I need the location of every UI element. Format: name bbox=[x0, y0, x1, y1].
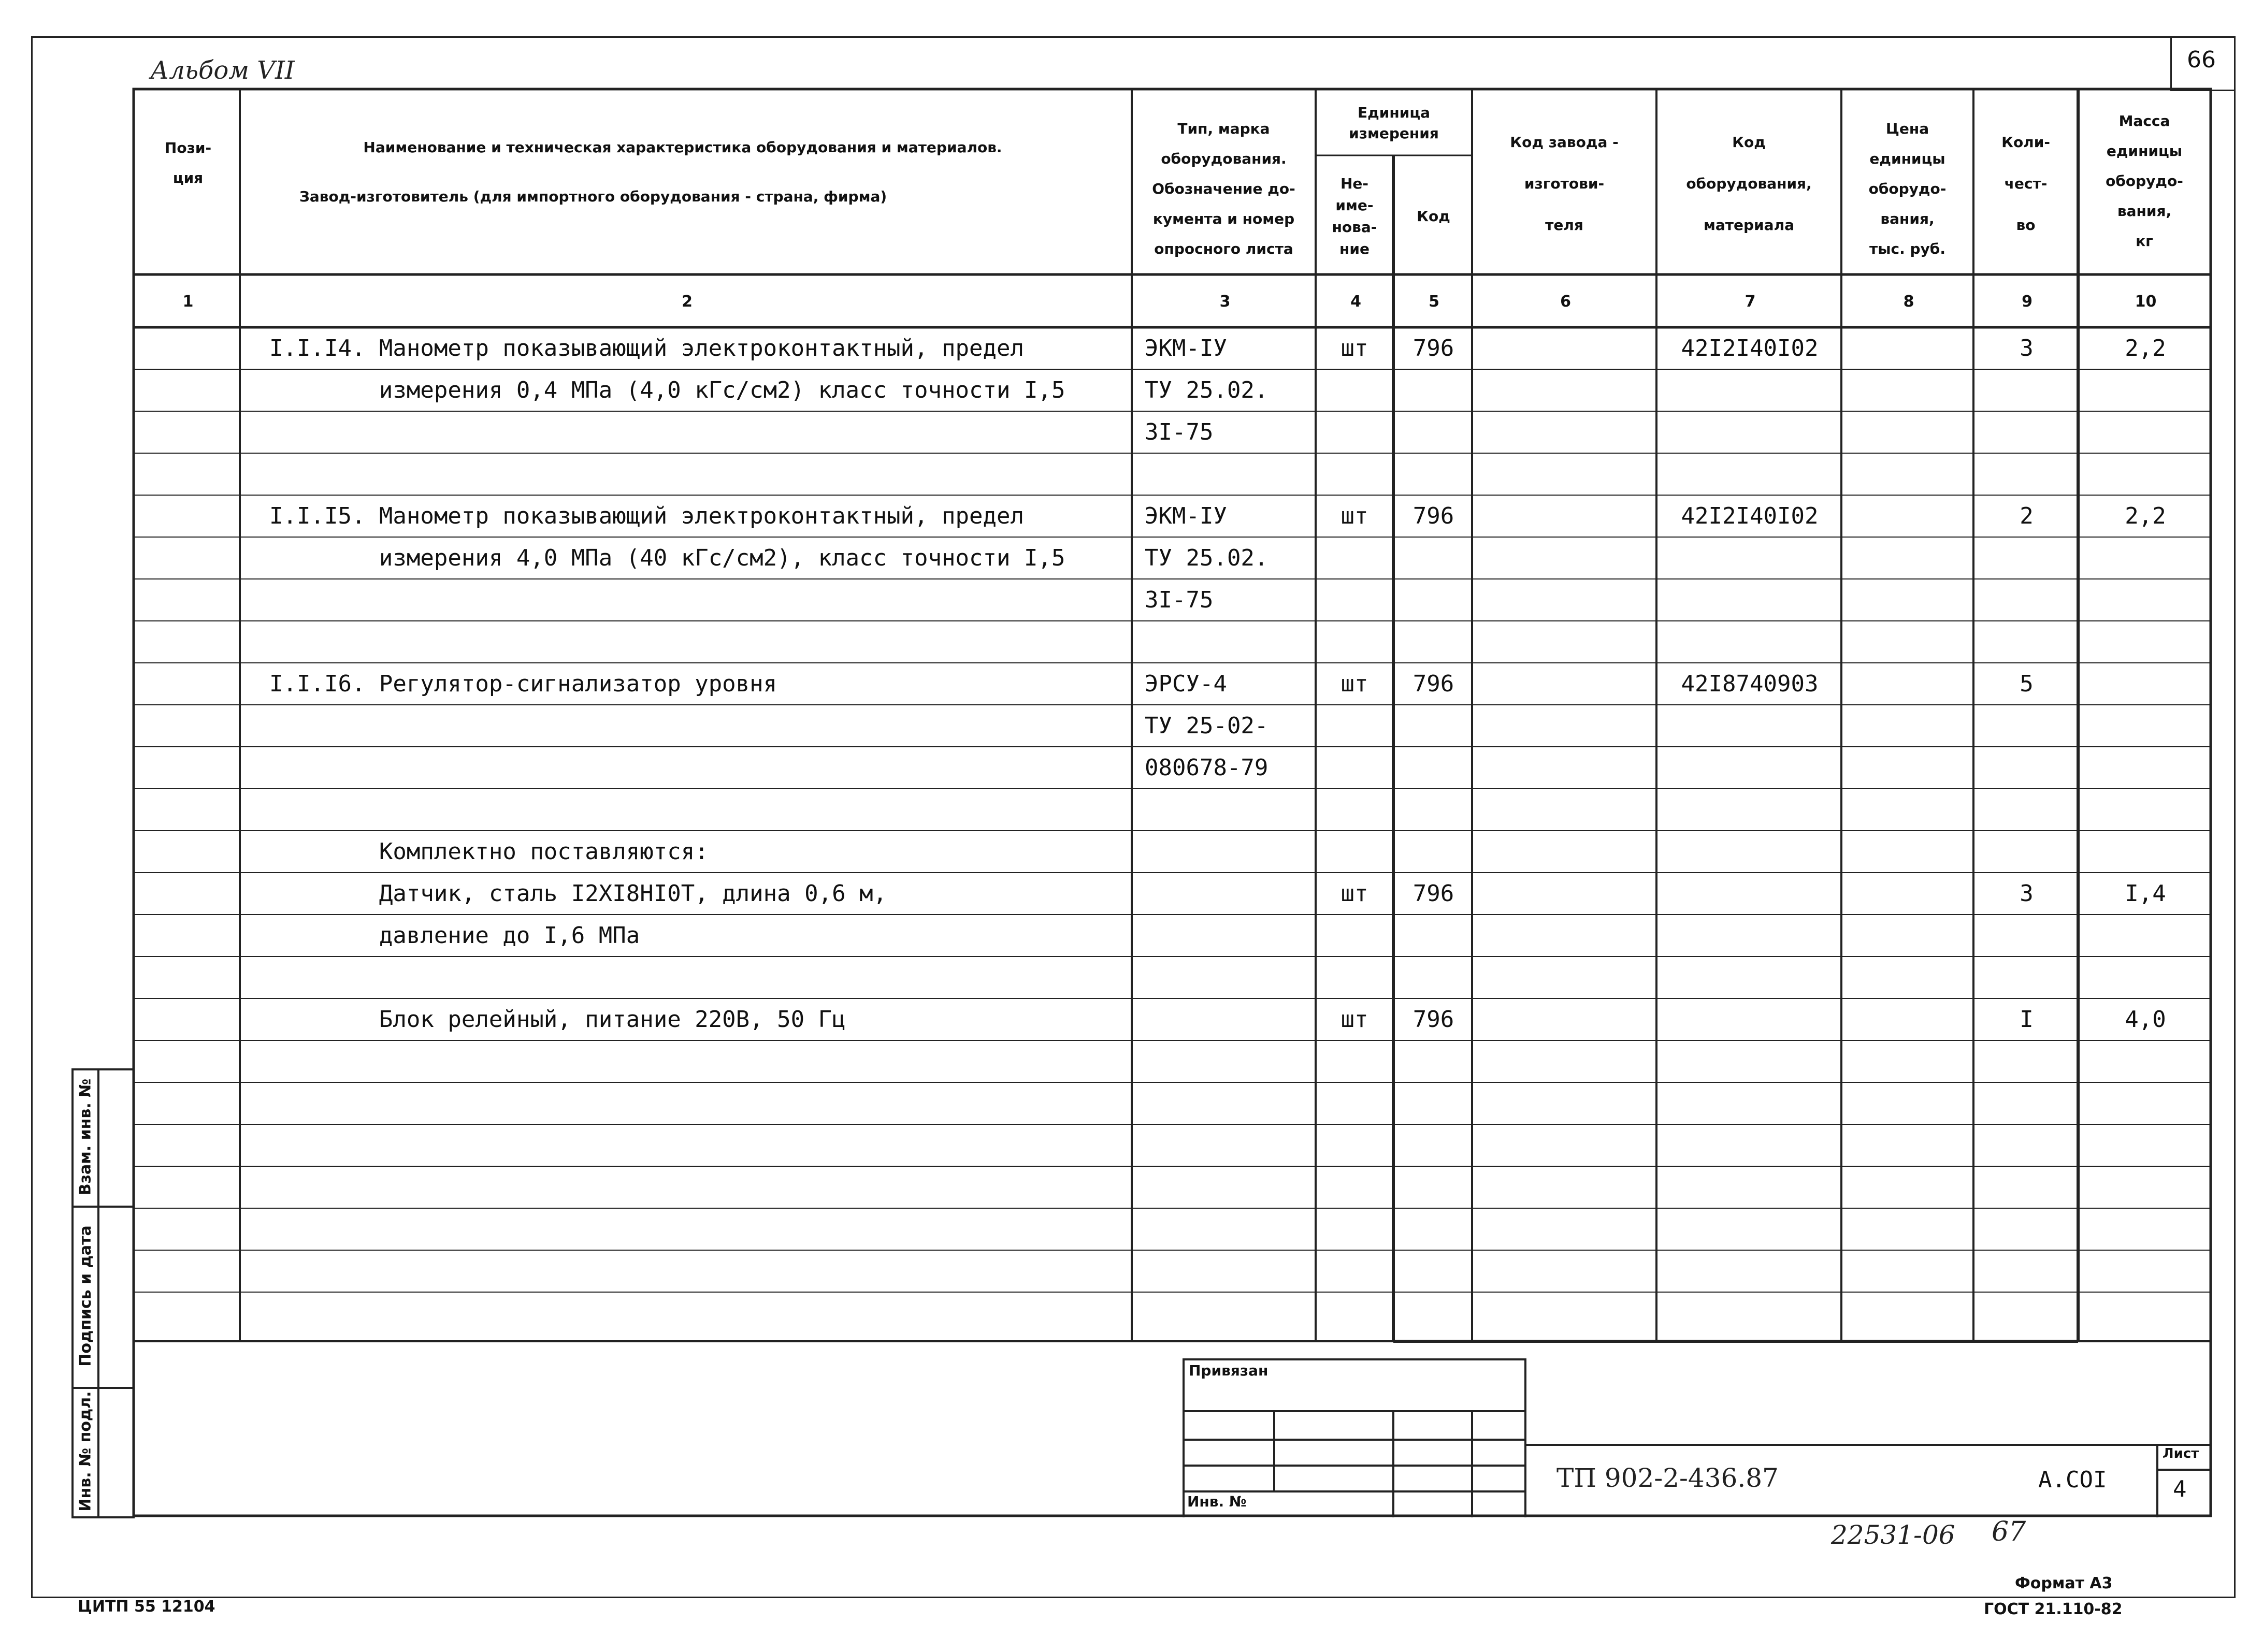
name-cell: Блок релейный, питание 220В, 50 Гц bbox=[269, 1006, 846, 1033]
side-label-original-inv: Инв. № подл. bbox=[76, 1391, 95, 1512]
stamp-code: А.COI bbox=[2038, 1467, 2107, 1493]
unit-cell: шт bbox=[1340, 671, 1368, 697]
unit-code-cell: 796 bbox=[1412, 503, 1454, 529]
name-cell: Датчик, сталь I2XI8HI0T, длина 0,6 м, bbox=[269, 880, 887, 907]
name-cell: I.I.I6. Регулятор-сигнализатор уровня bbox=[269, 671, 777, 697]
type-cell: ТУ 25.02. bbox=[1145, 545, 1269, 571]
col-number-1: 1 bbox=[182, 293, 194, 311]
type-cell: ТУ 25-02- bbox=[1145, 713, 1269, 739]
header-type: Тип, марка оборудования. Обозначение до- кумента и номер опросного листа bbox=[1152, 120, 1295, 257]
name-cell: давление до I,6 МПа bbox=[269, 922, 640, 949]
equipment-code-cell: 42I8740903 bbox=[1681, 671, 1819, 697]
mass-cell: 2,2 bbox=[2125, 503, 2166, 529]
name-cell: измерения 4,0 МПа (40 кГс/см2), класс точности I,5 bbox=[269, 545, 1065, 571]
citp-label: ЦИТП 55 12104 bbox=[78, 1598, 215, 1616]
mass-cell: I,4 bbox=[2125, 880, 2166, 907]
col-number-4: 4 bbox=[1350, 293, 1361, 311]
quantity-cell: 3 bbox=[2020, 880, 2034, 907]
unit-code-cell: 796 bbox=[1412, 671, 1454, 697]
type-cell: ТУ 25.02. bbox=[1145, 377, 1269, 403]
equipment-code-cell: 42I2I40I02 bbox=[1681, 335, 1819, 361]
mass-cell: 2,2 bbox=[2125, 335, 2166, 361]
format-label: Формат А3 bbox=[2015, 1574, 2113, 1592]
col-number-8: 8 bbox=[1903, 293, 1914, 311]
header-price: Цена единицы оборудо- вания, тыс. руб. bbox=[1868, 120, 1947, 257]
side-label-signature-date: Подпись и дата bbox=[77, 1225, 95, 1367]
type-cell: 3I-75 bbox=[1145, 587, 1214, 613]
unit-cell: шт bbox=[1340, 335, 1368, 361]
col-number-3: 3 bbox=[1219, 293, 1231, 311]
stamp-sheet-label: Лист bbox=[2163, 1446, 2199, 1461]
header-position: Пози- ция bbox=[164, 139, 212, 186]
col-number-6: 6 bbox=[1560, 293, 1571, 311]
side-label-replacement-inv: Взам. инв. № bbox=[76, 1078, 95, 1196]
mass-cell: 4,0 bbox=[2125, 1006, 2166, 1033]
col-number-7: 7 bbox=[1745, 293, 1756, 311]
header-name: Наименование и техническая характеристика оборудования и материалов. bbox=[363, 139, 1002, 156]
type-cell: 080678-79 bbox=[1145, 755, 1269, 781]
name-cell: I.I.I5. Манометр показывающий электроконтактный, предел bbox=[269, 503, 1024, 529]
type-cell: 3I-75 bbox=[1145, 419, 1214, 445]
unit-code-cell: 796 bbox=[1412, 880, 1454, 907]
quantity-cell: 2 bbox=[2020, 503, 2034, 529]
equipment-code-cell: 42I2I40I02 bbox=[1681, 503, 1819, 529]
quantity-cell: I bbox=[2020, 1006, 2034, 1033]
unit-cell: шт bbox=[1340, 1006, 1368, 1033]
stamp-sheet-number: 4 bbox=[2173, 1476, 2187, 1502]
header-manufacturer: Завод-изготовитель (для импортного оборудования - страна, фирма) bbox=[299, 188, 887, 205]
unit-code-cell: 796 bbox=[1412, 335, 1454, 361]
quantity-cell: 5 bbox=[2020, 671, 2034, 697]
type-cell: ЭКМ-IУ bbox=[1145, 335, 1227, 361]
header-mass: Масса единицы оборудо- вания, кг bbox=[2106, 112, 2183, 250]
header-unit: Единица измерения bbox=[1349, 104, 1439, 142]
col-number-5: 5 bbox=[1429, 293, 1439, 311]
archive-page: 67 bbox=[1992, 1516, 2026, 1547]
unit-cell: шт bbox=[1340, 503, 1368, 529]
name-cell: измерения 0,4 МПа (4,0 кГс/см2) класс точности I,5 bbox=[269, 377, 1065, 403]
page-number: 66 bbox=[2187, 47, 2216, 73]
type-cell: ЭРСУ-4 bbox=[1145, 671, 1227, 697]
type-cell: ЭКМ-IУ bbox=[1145, 503, 1227, 529]
stamp-inv-label: Инв. № bbox=[1187, 1493, 1247, 1510]
name-cell: Комплектно поставляются: bbox=[269, 838, 709, 865]
archive-number: 22531-06 bbox=[1831, 1520, 1955, 1550]
unit-code-cell: 796 bbox=[1412, 1006, 1454, 1033]
header-unit-code: Код bbox=[1417, 207, 1450, 225]
gost-label: ГОСТ 21.110-82 bbox=[1984, 1600, 2123, 1618]
name-cell: I.I.I4. Манометр показывающий электроконтактный, предел bbox=[269, 335, 1024, 361]
header-quantity: Коли- чест- во bbox=[2001, 134, 2050, 234]
col-number-10: 10 bbox=[2135, 293, 2157, 311]
album-label: Альбом VII bbox=[150, 56, 295, 85]
quantity-cell: 3 bbox=[2020, 335, 2034, 361]
header-unit-name: Не- име- нова- ние bbox=[1332, 175, 1377, 257]
unit-cell: шт bbox=[1340, 880, 1368, 907]
col-number-2: 2 bbox=[682, 293, 693, 311]
stamp-attached-label: Привязан bbox=[1189, 1362, 1269, 1379]
header-factory-code: Код завода - изготови- теля bbox=[1510, 134, 1619, 234]
col-number-9: 9 bbox=[2022, 293, 2033, 311]
header-equipment-code: Код оборудования, материала bbox=[1686, 134, 1812, 234]
stamp-designation: ТП 902-2-436.87 bbox=[1556, 1463, 1779, 1493]
